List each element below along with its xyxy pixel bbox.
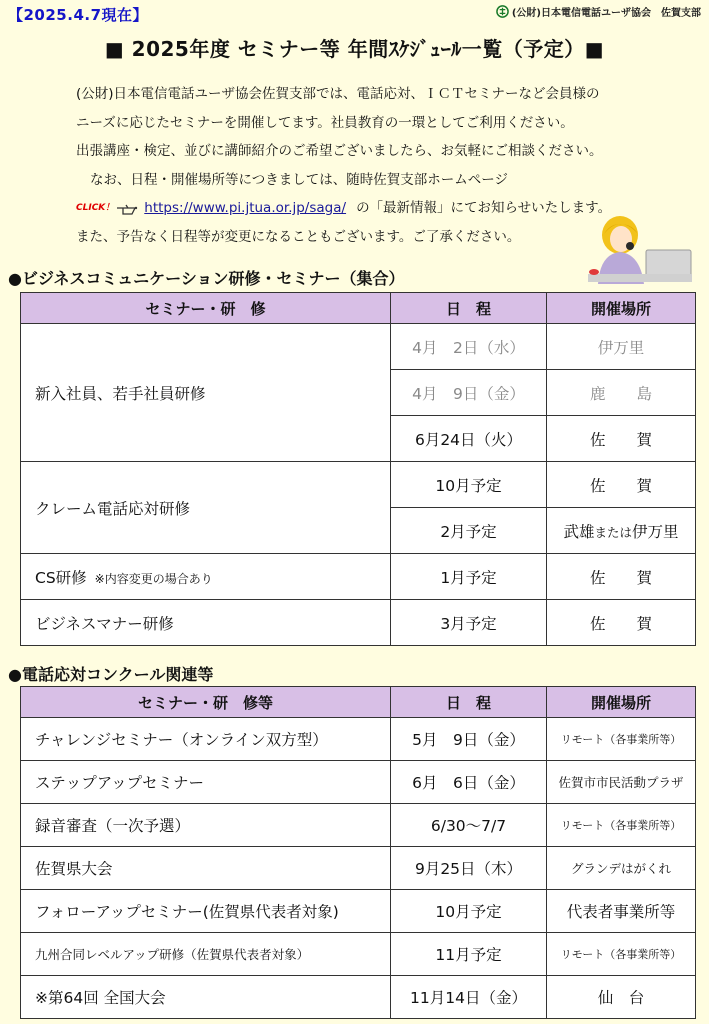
venue-cell: リモート（各事業所等）: [547, 933, 696, 976]
col-header-venue: 開催場所: [547, 687, 696, 718]
business-seminar-table: [20, 292, 696, 646]
venue-cell: 仙 台: [547, 976, 696, 1019]
saga-homepage-link[interactable]: https://www.pi.jtua.or.jp/saga/: [144, 200, 347, 216]
org-name: (公財)日本電信電話ユーザ協会 佐賀支部: [511, 8, 701, 19]
date-cell: 10月予定: [391, 462, 547, 508]
contest-table: [20, 686, 696, 1019]
section1-heading: ●ビジネスコミュニケーション研修・セミナー（集合）: [8, 269, 405, 288]
table-row-name: チャレンジセミナー（オンライン双方型）: [21, 718, 391, 761]
col-header-seminar: セミナー・研 修: [21, 293, 391, 324]
venue-cell: 佐 賀: [547, 462, 696, 508]
col-header-seminar: セミナー・研 修等: [21, 687, 391, 718]
table-row-name: 九州合同レベルアップ研修（佐賀県代表者対象）: [21, 933, 391, 976]
org-header: [496, 4, 701, 19]
col-header-date: 日 程: [391, 293, 547, 324]
table-row-name: フォローアップセミナー(佐賀県代表者対象): [21, 890, 391, 933]
intro-url-line: [76, 194, 611, 223]
col-header-date: 日 程: [391, 687, 547, 718]
date-cell: 6/30～7/7: [391, 804, 547, 847]
page-title: ■ 2025年度 セミナー等 年間ｽｹｼﾞｭｰﾙ一覧（予定）■: [104, 37, 605, 61]
seminar-new-staff: 新入社員、若手社員研修: [21, 324, 391, 462]
venue-cell: 佐賀市市民活動プラザ: [547, 761, 696, 804]
table-row-name: ※第64回 全国大会: [21, 976, 391, 1019]
venue-or: または: [594, 524, 632, 540]
venue-cell: 佐 賀: [547, 600, 696, 646]
intro-line-4: なお、日程・開催場所等につきましては、随時佐賀支部ホームページ: [90, 171, 508, 188]
intro-line-5-suffix: の「最新情報」にてお知らせいたします。: [356, 200, 612, 216]
date-cell: 1月予定: [391, 554, 547, 600]
click-label: CLICK！: [76, 203, 115, 213]
venue-imari: 伊万里: [632, 522, 679, 541]
table-row-name: 録音審査（一次予選）: [21, 804, 391, 847]
intro-line-2: ニーズに応じたセミナーを開催してます。社員教育の一環としてご利用ください。: [76, 114, 574, 131]
date-cell: 6月24日（火）: [391, 416, 547, 462]
org-logo-icon: [496, 5, 509, 18]
venue-cell: リモート（各事業所等）: [547, 804, 696, 847]
col-header-venue: 開催場所: [547, 293, 696, 324]
table-row-name: 佐賀県大会: [21, 847, 391, 890]
date-cell: 11月14日（金）: [391, 976, 547, 1019]
table-row-name: ステップアップセミナー: [21, 761, 391, 804]
section2-heading: ●電話応対コンクール関連等: [8, 665, 214, 684]
date-cell: 2月予定: [391, 508, 547, 554]
pointing-hand-icon: [116, 200, 138, 216]
date-cell: 10月予定: [391, 890, 547, 933]
venue-cell: グランデはがくれ: [547, 847, 696, 890]
seminar-cs-note: ※内容変更の場合あり: [94, 571, 213, 586]
intro-line-3: 出張講座・検定、並びに講師紹介のご希望ございましたら、お気軽にご相談ください。: [76, 143, 603, 159]
venue-cell: 代表者事業所等: [547, 890, 696, 933]
intro-text: [76, 80, 611, 251]
intro-line-1: (公財)日本電信電話ユーザ協会佐賀支部では、電話応対、ＩＣＴセミナーなど会員様の: [76, 86, 600, 102]
venue-cell: 佐 賀: [547, 554, 696, 600]
date-badge: 【2025.4.7現在】: [8, 6, 149, 24]
date-cell: 4月 2日（水）: [391, 324, 547, 370]
date-cell: 5月 9日（金）: [391, 718, 547, 761]
date-cell: 9月25日（木）: [391, 847, 547, 890]
date-cell: 3月予定: [391, 600, 547, 646]
venue-cell: [547, 508, 696, 554]
seminar-claim: クレーム電話応対研修: [21, 462, 391, 554]
date-cell: 4月 9日（金）: [391, 370, 547, 416]
venue-cell: 佐 賀: [547, 416, 696, 462]
seminar-manner: ビジネスマナー研修: [21, 600, 391, 646]
intro-line-6: また、予告なく日程等が変更になることもございます。ご了承ください。: [76, 228, 521, 245]
date-cell: 6月 6日（金）: [391, 761, 547, 804]
venue-cell: 伊万里: [547, 324, 696, 370]
seminar-cs: [21, 554, 391, 600]
seminar-cs-name: CS研修: [35, 568, 87, 587]
venue-cell: 鹿 島: [547, 370, 696, 416]
venue-takeo: 武雄: [563, 522, 595, 541]
venue-cell: リモート（各事業所等）: [547, 718, 696, 761]
date-cell: 11月予定: [391, 933, 547, 976]
office-woman-illustration: [584, 212, 694, 284]
